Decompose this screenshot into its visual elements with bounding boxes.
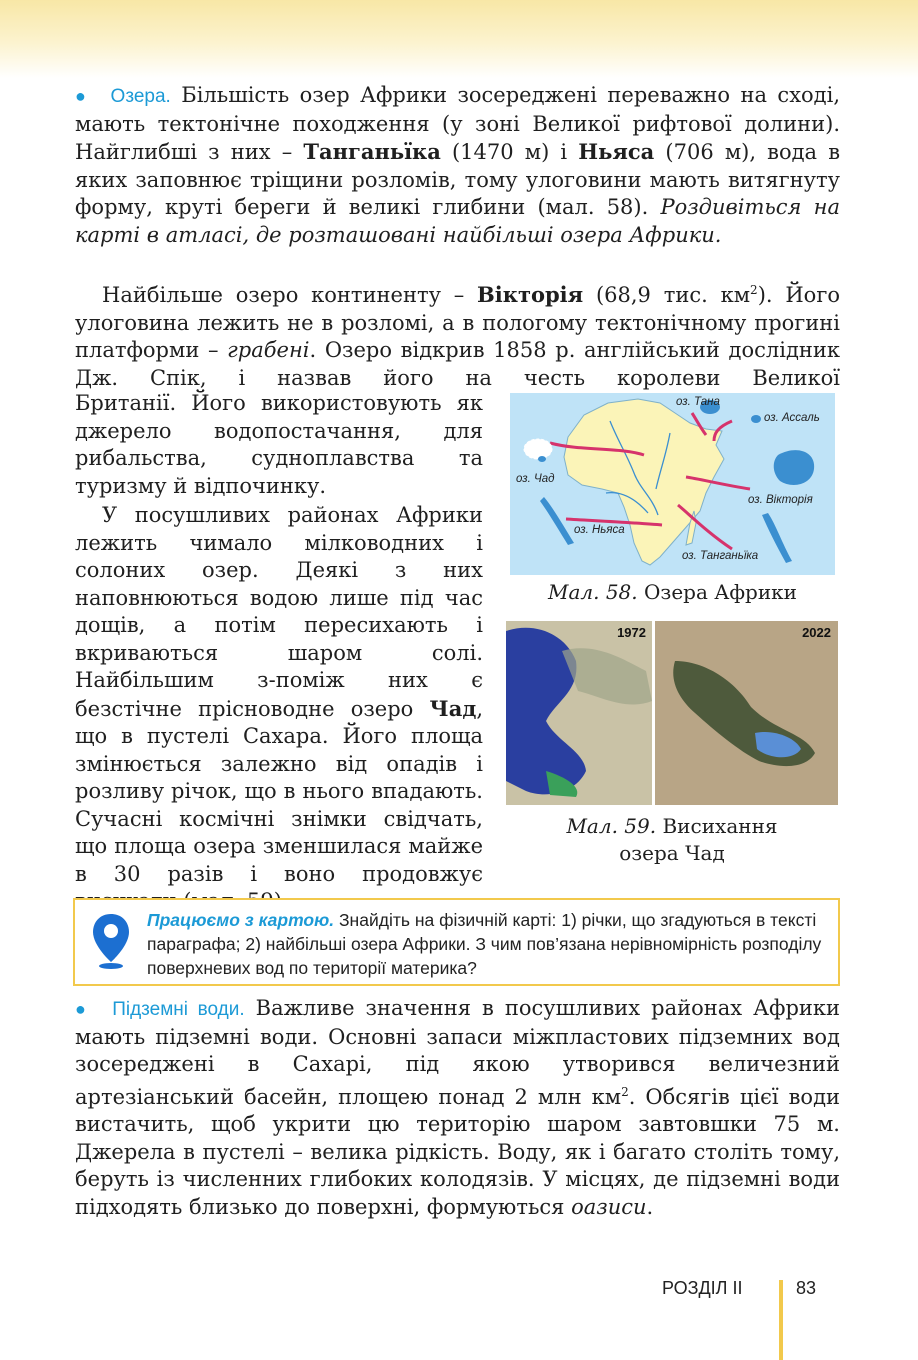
- footer-section-label: РОЗДІЛ II: [662, 1278, 743, 1298]
- page-number: 83: [796, 1278, 817, 1298]
- year-label-left: 1972: [617, 625, 646, 640]
- lake-chad-shape: [538, 456, 546, 462]
- atlas-instruction: Роздивіться на карті в атласі, де розташовані найбільші озера Африки.: [75, 195, 840, 247]
- label-tanganyika: оз. Танганьїка: [682, 550, 759, 562]
- lake-victoria-term: Вікторія: [477, 282, 584, 307]
- figure-59-caption: Мал. 59. Висихання озера Чад: [566, 814, 778, 865]
- map-task-box: [73, 898, 840, 986]
- chad-photo-2022: [655, 621, 838, 805]
- task-heading: Працюємо з картою.: [147, 910, 335, 930]
- task-text: Працюємо з картою. Знайдіть на фізичній карті: 1) річки, що згадуються в тексті параграфа; 2) найбільші озера Африки. З чим пов’язана нерівномірність розподілу поверхневих вод по території материка?: [147, 910, 822, 978]
- paragraph-victoria: Найбільше озеро континенту – Вікторія (68,9 тис. $км^2$). Його улоговина лежить не в розломі, а в пологому тектонічному прогині платформи – грабені. Озеро відкрив 1858 р. англійський дослідник Дж. Спік, і назвав його на честь королеви Великої: [75, 282, 840, 390]
- lake-chad-historic-outline: [524, 439, 552, 459]
- section-head-groundwater: Підземні води.: [112, 999, 245, 1020]
- footer-divider: [779, 1280, 783, 1360]
- lake-chad-term: Чад: [429, 695, 477, 721]
- lake-victoria-shape: [774, 450, 814, 485]
- year-label-right: 2022: [802, 625, 831, 640]
- paragraph-lakes: ● Озера. Більшість озер Африки зосереджені переважно на сході, мають тектонічне походження (у зоні Великої рифтової долини). Найглибші з них – Танганьїка (1470 м) і Ньяса (706 м), вода в яких заповнює тріщини розломів, тому улоговини мають витягнуту форму, круті береги й великі глибини (мал. 58). Роздивіться на карті в атласі, де розташовані найбільші озера Африки.: [75, 83, 841, 247]
- paragraph-victoria-cont: Британії. Його використовують як джерело водопостачання, для рибальства, судноплавства та туризму й відпочинку.: [75, 391, 483, 498]
- label-assal: оз. Ассаль: [764, 412, 820, 424]
- label-victoria: оз. Вікторія: [748, 494, 813, 506]
- figure-58-caption: Мал. 58. Озера Африки: [547, 580, 798, 604]
- paragraph-salt-lakes: У посушливих районах Африки лежить чимало мілководних і солоних озер. Деякі з них наповнюються водою лише під час дощів, а потім пересихають і вкриваються шаром солі. Найбільшим з-поміж них є безстічне прісноводне озеро Чад, що в пустелі Сахара. Його площа змінюється залежно від опадів і розливу річок, що в нього впадають. Сучасні космічні знімки свідчать, що площа озера зменшилася майже в 30 разів і воно продовжує: [75, 503, 483, 886]
- bullet-icon: ●: [75, 86, 90, 106]
- label-tana: оз. Тана: [676, 396, 720, 408]
- label-nyasa: оз. Ньяса: [574, 524, 625, 536]
- chad-photo-1972: [506, 621, 652, 805]
- bullet-icon: ●: [75, 999, 91, 1019]
- section-head-lakes: Озера.: [110, 86, 171, 107]
- lake-assal-shape: [751, 415, 761, 423]
- paragraph-groundwater: ● Підземні води. Важливе значення в посушливих районах Африки мають підземні води. Основні запаси міжпластових підземних вод зосереджені в Сахарі, під якою утворився величезний артезіанський басейн, площею понад 2 млн $км^2$. Обсягів цієї води вистачить, щоб укрити цю територію шаром завтовшки 75 м. Джерела в пустелі – велика рідкість. Воду, як і багато століть тому, беруть із численних глибоких колодязів. У місцях, де підземні води підходять близько до поверхні, формуються оазиси.: [75, 996, 841, 1219]
- africa-lakes-map: [510, 393, 835, 575]
- lake-tanganyika-term: Танганьїка: [303, 139, 441, 164]
- label-chad: оз. Чад: [516, 473, 555, 485]
- page-header-decoration: [0, 0, 918, 78]
- map-pin-icon: [91, 912, 131, 970]
- lake-nyasa-term: Ньяса: [578, 139, 655, 164]
